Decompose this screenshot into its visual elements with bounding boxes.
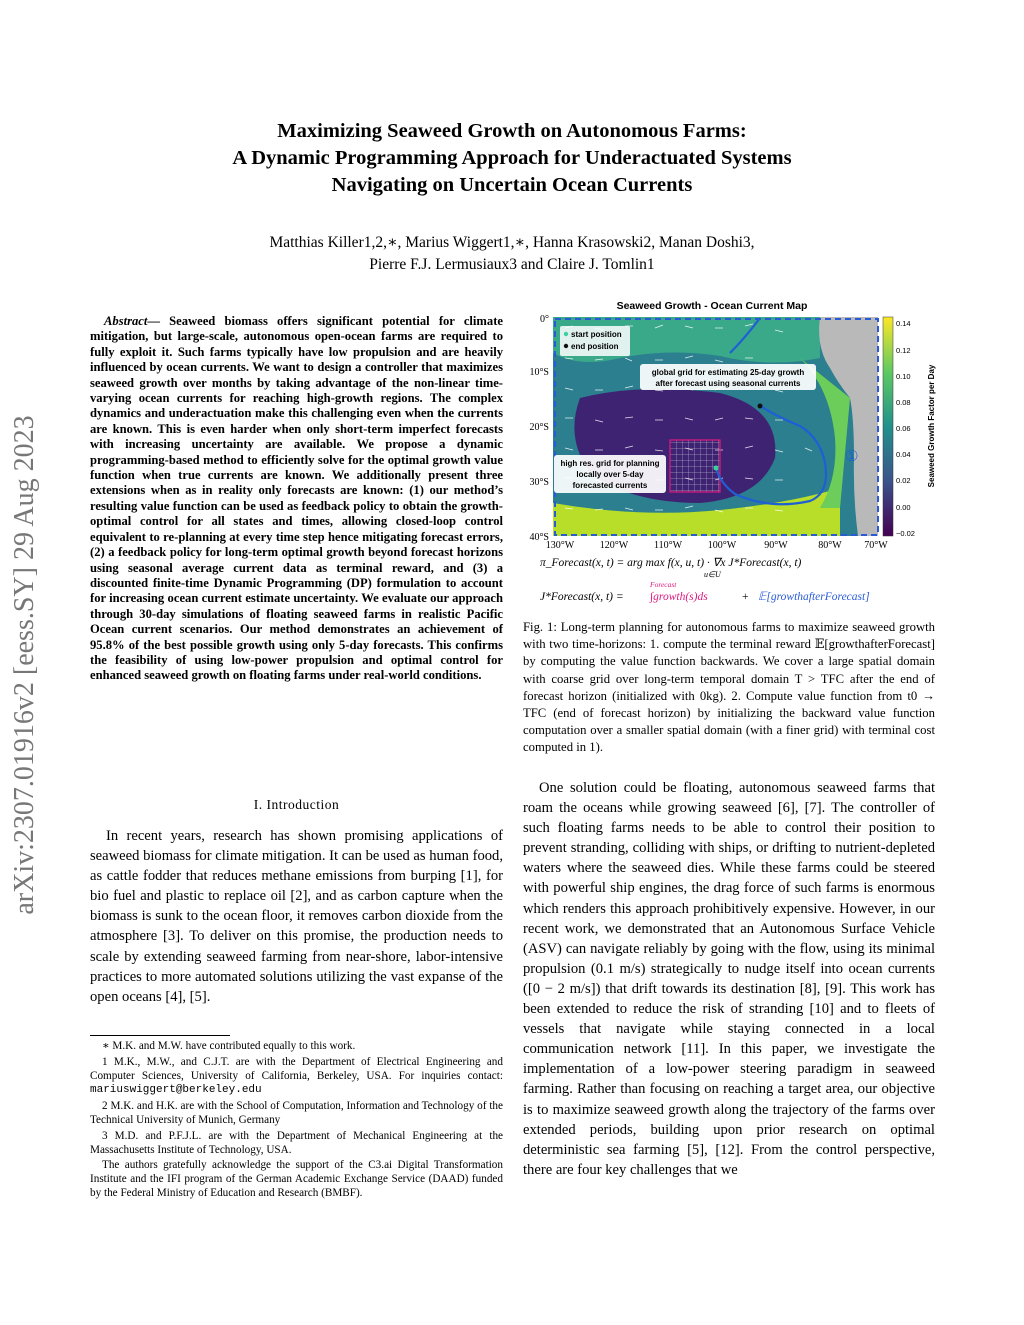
abstract — [90, 314, 503, 684]
legend-start-dot — [564, 332, 568, 336]
colorbar-tick: 0.02 — [896, 476, 911, 485]
lon-label: 100°W — [707, 540, 737, 551]
policy-equation: π_Forecast(x, t) = arg max f(x, u, t) · ∇x J*Forecast(x, t) — [540, 557, 802, 569]
paper-title — [0, 118, 1024, 199]
footnote-2: 2 M.K. and H.K. are with the School of Computation, Information and Technology of the Technical University of Munich, Germany — [90, 1100, 503, 1126]
lat-label: 20°S — [529, 422, 549, 433]
lon-label: 110°W — [653, 540, 683, 551]
end-position-marker — [758, 404, 763, 409]
value-equation-lhs: J*Forecast(x, t) = — [540, 591, 624, 603]
title-line-2: A Dynamic Programming Approach for Underactuated Systems — [232, 147, 792, 169]
start-position-marker — [714, 466, 719, 471]
colorbar-tick: 0.00 — [896, 503, 911, 512]
policy-equation-subscript: u∈U — [704, 570, 721, 579]
figure-caption: Fig. 1: Long-term planning for autonomous farms to maximize seaweed growth with two time-horizons: 1. compute the terminal reward 𝔼[growthafterForecast] by computing the value function backwards. We cover a large spatial domain with coarse grid over long-term temporal domain T > TFC after the end of forecast horizon (initialized with 0kg). 2. Compute value function from t0 → TFC (end of forecast horizon) by initializing the backward value function computation over a smaller spatial domain (with a finer grid) with terminal cost computed in 1). — [523, 620, 935, 755]
global-annotation-line-1: global grid for estimating 25-day growth — [651, 368, 805, 377]
title-line-1: Maximizing Seaweed Growth on Autonomous Farms: — [277, 120, 747, 142]
title-line-3: Navigating on Uncertain Ocean Currents — [331, 174, 693, 196]
lon-label: 90°W — [764, 540, 788, 551]
right-paragraph: One solution could be floating, autonomous seaweed farms that roam the oceans while growing seaweed [6], [7]. The controller of such floating farms needs to be able to control their position to prevent stranding, colliding with ships, or drifting to nutrient-depleted waters where the seaweed dies. While these farms could be steered with powerful ship engines, the drag force of such farms is enormous which renders this approach prohibitively expensive. However, in our recent work, we demonstrated that an Autonomous Surface Vehicle (ASV) can navigate reliably by going with the flow, using its minimal propulsion (0.1 m/s) strategically to nudge itself into ocean currents ([0 − 2 m/s]) that drift towards its destination [8], [9]. This work has been extended to reduce the risk of stranding [10] and to fleets of vessels that navigate while staying connected in a local communication network [11]. In this paper, we investigate the implementation of a low-power steering paradigm in seaweed farming. Rather than focusing on reaching a target area, our objective is to maximize seaweed growth along the trajectory of the farms over extended periods, building upon prior research on optimal deterministic sea farming [5], [12]. From the control perspective, there are four key challenges that we — [523, 780, 935, 1178]
colorbar — [883, 317, 893, 536]
footnotes — [90, 1040, 503, 1203]
author-list — [0, 232, 1024, 276]
colorbar-tick: 0.12 — [896, 346, 911, 355]
footnote-1: 1 M.K., M.W., and C.J.T. are with the Department of Electrical Engineering and Computer Sciences, University of California, Berkeley, USA. For inquiries contact: mariuswiggert@berkeley.edu — [90, 1055, 503, 1097]
intro-body — [90, 826, 503, 1007]
arxiv-stamp: arXiv:2307.01916v2 [eess.SY] 29 Aug 2023 — [9, 415, 40, 915]
lon-label: 130°W — [545, 540, 575, 551]
contact-email[interactable]: mariuswiggert@berkeley.edu — [90, 1084, 262, 1097]
lon-label: 70°W — [864, 540, 888, 551]
lat-label: 40°S — [529, 532, 549, 543]
lon-label: 120°W — [599, 540, 629, 551]
legend-end-label: end position — [571, 342, 619, 351]
colorbar-tick: 0.14 — [896, 319, 911, 328]
section-heading: I. Introduction — [253, 797, 340, 812]
lat-label: 30°S — [529, 477, 549, 488]
colorbar-tick: 0.06 — [896, 424, 911, 433]
footnote-star: ∗ M.K. and M.W. have contributed equally to this work. — [102, 1040, 356, 1052]
abstract-text: — Seaweed biomass offers significant potential for climate mitigation, but large-scale, autonomous open-ocean farms are required to fully exploit it. Such farms typically have low propulsion and are heavily influenced by ocean currents. We want to design a controller that maximizes seaweed growth over months by taking advantage of the non-linear time-varying ocean currents for reaching high-growth regions. The complex dynamics and underactuation make this challenging even when the currents are known. This is even harder when only short-term imperfect forecasts with increasing uncertainty are available. We propose a dynamic programming-based method to efficiently solve for the optimal growth value function when true currents are known. We additionally present three extensions when as in reality only forecasts are known: (1) our method’s resulting value function can be used as feedback policy to obtain the growth-optimal control for all states and times, allowing closed-loop control equivalent to re-planning at every time step hence mitigating forecast errors, (2) a feedback policy for long-term optimal growth beyond forecast horizons using seasonal average current data as terminal reward, and (3) a discounted finite-time Dynamic Programming (DP) formulation to account for increasing ocean current estimate uncertainty. We evaluate our approach through 30-day simulations of floating seaweed farms in realistic Pacific Ocean current scenarios. Our method demonstrates an achievement of 95.8% of the best possible growth using only 5-day forecasts. This confirms the feasibility of using low-power propulsion and optimal control for enhanced seaweed growth on floating farms under real-world conditions. — [90, 314, 503, 683]
colorbar-ticks — [896, 319, 915, 538]
latitude-labels — [529, 314, 549, 543]
seaweed-growth-map-figure — [520, 298, 945, 610]
lat-label: 0° — [540, 314, 549, 325]
colorbar-tick: 0.10 — [896, 372, 911, 381]
local-planning-grid — [670, 440, 720, 492]
authors-line-1: Matthias Killer1,2,∗, Marius Wiggert1,∗, Hanna Krasowski2, Manan Doshi3, — [269, 234, 755, 251]
after-forecast-expectation: 𝔼[growthafterForecast] — [758, 591, 870, 603]
colorbar-tick: 0.04 — [896, 450, 911, 459]
colorbar-tick: −0.02 — [896, 529, 915, 538]
intro-paragraph: In recent years, research has shown promising applications of seaweed biomass for climate mitigation. It can be used as human food, as cattle fodder that reduces methane emissions from burping [1], for bio fuel and plastic to replace oil [2], and as carbon capture when the biomass is sunk to the ocean floor, it removes carbon dioxide from the atmosphere [3]. To deliver on this promise, the production needs to scale by extending seaweed farming from near-shore, labor-intensive practices to more automated solutions utilizing the vast expanse of the open oceans [4], [5]. — [90, 828, 503, 1005]
colorbar-tick: 0.08 — [896, 398, 911, 407]
colorbar-label: Seaweed Growth Factor per Day — [927, 364, 936, 488]
global-annotation-line-2: after forecast using seasonal currents — [655, 379, 801, 388]
forecast-label: Forecast — [650, 580, 677, 589]
plus-sign: + — [742, 591, 749, 603]
forecast-growth-integral: ∫growth(s)ds — [650, 591, 708, 603]
lat-label: 10°S — [529, 367, 549, 378]
longitude-labels — [546, 540, 888, 551]
figure-title: Seaweed Growth - Ocean Current Map — [616, 300, 808, 312]
legend-start-label: start position — [571, 330, 622, 339]
legend-end-dot — [564, 344, 568, 348]
local-annotation-line-2: locally over 5-day — [576, 470, 644, 479]
footnote-ack: The authors gratefully acknowledge the support of the C3.ai Digital Transformation Institute and the IFI program of the German Academic Exchange Service (DAAD) funded by the Federal Ministry of Education and Research (BMBF). — [90, 1159, 503, 1199]
circled-one-label: ① — [845, 447, 859, 465]
footnote-3: 3 M.D. and P.F.J.L. are with the Department of Mechanical Engineering at the Massachusetts Institute of Technology, USA. — [90, 1129, 503, 1156]
footnote-rule — [90, 1035, 230, 1036]
local-annotation-line-3: forecasted currents — [572, 481, 648, 490]
right-column-body — [523, 778, 935, 1180]
local-annotation-line-1: high res. grid for planning — [560, 459, 660, 468]
lon-label: 80°W — [818, 540, 842, 551]
authors-line-2: Pierre F.J. Lermusiaux3 and Claire J. Tomlin1 — [369, 256, 655, 273]
abstract-label: Abstract — [104, 314, 148, 328]
